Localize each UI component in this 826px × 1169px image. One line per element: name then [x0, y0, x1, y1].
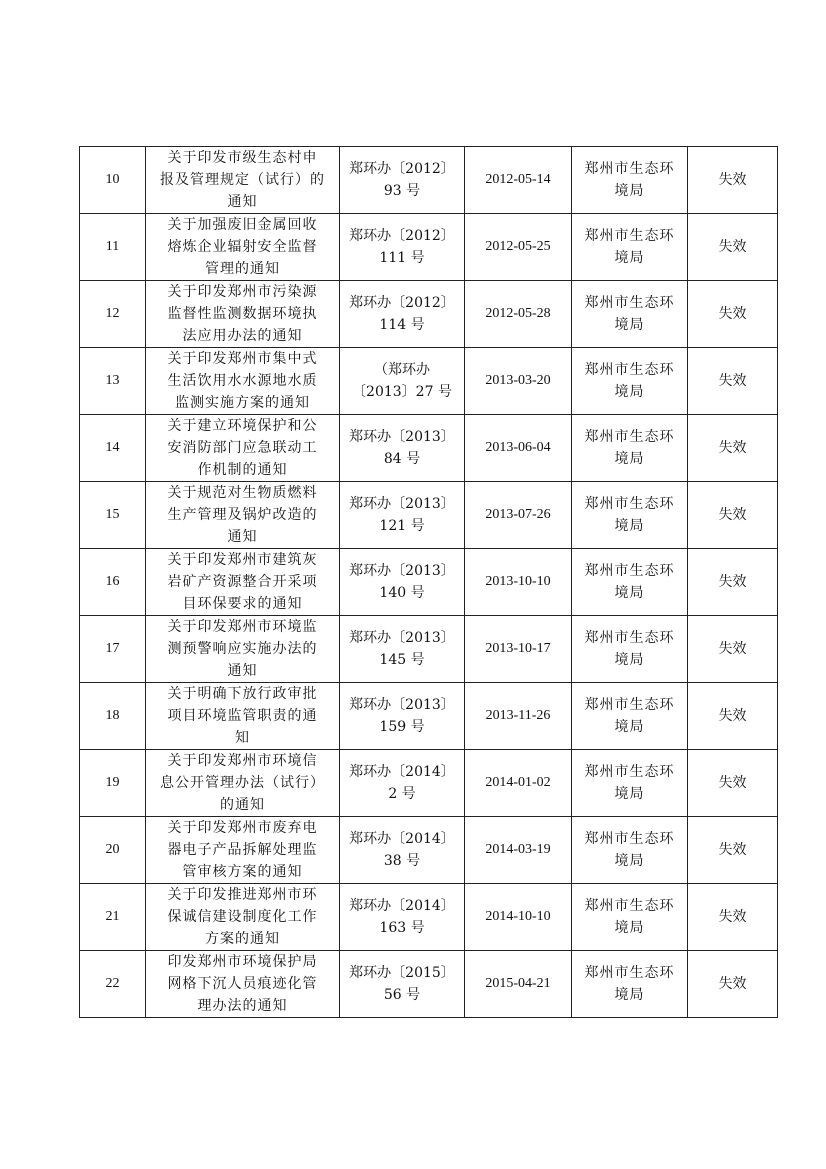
table-row — [80, 415, 778, 482]
document-number-line: 111 号 — [379, 250, 425, 266]
issuing-agency-line: 境局 — [614, 853, 645, 869]
issuing-agency-line: 郑州市生态环 — [584, 295, 675, 311]
issuing-agency — [572, 750, 688, 817]
issuing-agency-line: 境局 — [614, 384, 645, 400]
document-number-line: 159 号 — [379, 719, 425, 735]
document-title-line: 通知 — [227, 194, 258, 210]
row-number: 10 — [80, 147, 146, 214]
document-title-line: 生活饮用水水源地水质 — [167, 373, 318, 389]
document-number-line: 56 号 — [383, 987, 421, 1003]
document-number — [340, 415, 465, 482]
document-title-line: 作机制的通知 — [197, 462, 288, 478]
issue-date: 2014-03-19 — [465, 817, 572, 884]
table-row — [80, 281, 778, 348]
document-number-line: 郑环办〔2014〕 — [349, 764, 455, 780]
document-title-line: 印发郑州市环境保护局 — [167, 954, 318, 970]
table-row — [80, 549, 778, 616]
issue-date: 2014-10-10 — [465, 884, 572, 951]
status: 失效 — [688, 281, 778, 348]
document-title-line: 息公开管理办法（试行） — [160, 775, 325, 791]
issuing-agency-line: 郑州市生态环 — [584, 228, 675, 244]
issuing-agency-line: 境局 — [614, 451, 645, 467]
row-number: 18 — [80, 683, 146, 750]
document-number-line: 163 号 — [379, 920, 425, 936]
document-title-line: 知 — [235, 730, 250, 746]
document-number-line: 郑环办〔2014〕 — [349, 831, 455, 847]
document-title-line: 关于建立环境保护和公 — [167, 418, 318, 434]
document-number — [340, 214, 465, 281]
issuing-agency — [572, 147, 688, 214]
document-title-line: 器电子产品拆解处理监 — [167, 842, 318, 858]
document-number-line: 郑环办〔2013〕 — [349, 697, 455, 713]
row-number: 15 — [80, 482, 146, 549]
document-title-line: 通知 — [227, 529, 258, 545]
table-row — [80, 683, 778, 750]
document-number — [340, 750, 465, 817]
document-title — [146, 281, 340, 348]
table-row — [80, 214, 778, 281]
row-number: 11 — [80, 214, 146, 281]
issuing-agency-line: 郑州市生态环 — [584, 362, 675, 378]
document-number-line: 郑环办〔2015〕 — [349, 965, 455, 981]
document-number — [340, 951, 465, 1018]
document-title — [146, 750, 340, 817]
issuing-agency-line: 郑州市生态环 — [584, 831, 675, 847]
document-title-line: 生产管理及锅炉改造的 — [167, 507, 318, 523]
issuing-agency-line: 郑州市生态环 — [584, 764, 675, 780]
document-number-line: 郑环办〔2013〕 — [349, 496, 455, 512]
status: 失效 — [688, 348, 778, 415]
document-title-line: 目环保要求的通知 — [182, 596, 303, 612]
table-row — [80, 482, 778, 549]
status: 失效 — [688, 884, 778, 951]
status: 失效 — [688, 683, 778, 750]
issuing-agency-line: 境局 — [614, 920, 645, 936]
document-number-line: 郑环办〔2013〕 — [349, 630, 455, 646]
row-number: 20 — [80, 817, 146, 884]
document-number-line: （郑环办 — [374, 362, 430, 378]
issuing-agency-line: 境局 — [614, 652, 645, 668]
document-title-line: 监督性监测数据环境执 — [167, 306, 318, 322]
document-title-line: 岩矿产资源整合开采项 — [167, 574, 318, 590]
issuing-agency — [572, 951, 688, 1018]
issuing-agency — [572, 214, 688, 281]
document-number — [340, 616, 465, 683]
document-title — [146, 884, 340, 951]
issuing-agency-line: 境局 — [614, 317, 645, 333]
status: 失效 — [688, 482, 778, 549]
issuing-agency — [572, 415, 688, 482]
status: 失效 — [688, 415, 778, 482]
issue-date: 2014-01-02 — [465, 750, 572, 817]
issue-date: 2012-05-25 — [465, 214, 572, 281]
row-number: 17 — [80, 616, 146, 683]
status: 失效 — [688, 549, 778, 616]
document-title-line: 关于明确下放行政审批 — [167, 686, 318, 702]
issuing-agency — [572, 683, 688, 750]
document-title — [146, 817, 340, 884]
document-title-line: 监测实施方案的通知 — [175, 395, 310, 411]
document-title-line: 关于印发郑州市废弃电 — [167, 820, 318, 836]
status: 失效 — [688, 616, 778, 683]
status: 失效 — [688, 817, 778, 884]
document-title-line: 关于印发郑州市环境信 — [167, 753, 318, 769]
document-number — [340, 147, 465, 214]
document-title-line: 保诚信建设制度化工作 — [167, 909, 318, 925]
issue-date: 2013-10-17 — [465, 616, 572, 683]
document-title-line: 关于印发市级生态村申 — [167, 150, 318, 166]
row-number: 12 — [80, 281, 146, 348]
issue-date: 2012-05-28 — [465, 281, 572, 348]
table-row — [80, 750, 778, 817]
document-title-line: 通知 — [227, 663, 258, 679]
status: 失效 — [688, 951, 778, 1018]
document-title-line: 理办法的通知 — [197, 998, 288, 1014]
document-title-line: 的通知 — [220, 797, 265, 813]
document-title — [146, 683, 340, 750]
document-title — [146, 616, 340, 683]
document-title-line: 网格下沉人员痕迹化管 — [167, 976, 318, 992]
issuing-agency — [572, 281, 688, 348]
document-title-line: 方案的通知 — [205, 931, 280, 947]
document-number-line: 121 号 — [379, 518, 425, 534]
document-number-line: 114 号 — [379, 317, 425, 333]
issuing-agency-line: 郑州市生态环 — [584, 697, 675, 713]
document-number — [340, 549, 465, 616]
document-title-line: 管审核方案的通知 — [182, 864, 303, 880]
issue-date: 2015-04-21 — [465, 951, 572, 1018]
document-number — [340, 817, 465, 884]
issuing-agency-line: 境局 — [614, 786, 645, 802]
issuing-agency-line: 郑州市生态环 — [584, 965, 675, 981]
document-number — [340, 884, 465, 951]
issuing-agency-line: 境局 — [614, 585, 645, 601]
document-number-line: 郑环办〔2014〕 — [349, 898, 455, 914]
issue-date: 2013-10-10 — [465, 549, 572, 616]
issuing-agency-line: 境局 — [614, 518, 645, 534]
document-title-line: 关于加强废旧金属回收 — [167, 217, 318, 233]
document-title — [146, 549, 340, 616]
issue-date: 2013-07-26 — [465, 482, 572, 549]
document-number-line: 38 号 — [383, 853, 421, 869]
document-title — [146, 951, 340, 1018]
issuing-agency-line: 境局 — [614, 719, 645, 735]
issuing-agency-line: 郑州市生态环 — [584, 563, 675, 579]
document-title-line: 测预警响应实施办法的 — [167, 641, 318, 657]
document-title-line: 关于规范对生物质燃料 — [167, 485, 318, 501]
issuing-agency — [572, 348, 688, 415]
document-number-line: 郑环办〔2012〕 — [349, 228, 455, 244]
table-row — [80, 616, 778, 683]
issue-date: 2013-06-04 — [465, 415, 572, 482]
document-number — [340, 281, 465, 348]
document-number-line: 84 号 — [383, 451, 421, 467]
document-number-line: 2 号 — [388, 786, 416, 802]
document-number-line: 140 号 — [379, 585, 425, 601]
table-row — [80, 884, 778, 951]
document-number-line: 145 号 — [379, 652, 425, 668]
issuing-agency — [572, 616, 688, 683]
issuing-agency-line: 境局 — [614, 987, 645, 1003]
document-number-line: 郑环办〔2012〕 — [349, 295, 455, 311]
status: 失效 — [688, 147, 778, 214]
document-title — [146, 348, 340, 415]
document-title-line: 关于印发郑州市建筑灰 — [167, 552, 318, 568]
row-number: 21 — [80, 884, 146, 951]
issuing-agency-line: 郑州市生态环 — [584, 429, 675, 445]
issuing-agency — [572, 482, 688, 549]
document-number — [340, 482, 465, 549]
issuing-agency-line: 郑州市生态环 — [584, 496, 675, 512]
issue-date: 2012-05-14 — [465, 147, 572, 214]
table-row — [80, 817, 778, 884]
document-title — [146, 482, 340, 549]
row-number: 16 — [80, 549, 146, 616]
document-number-line: 郑环办〔2013〕 — [349, 429, 455, 445]
document-title — [146, 214, 340, 281]
document-title-line: 安消防部门应急联动工 — [167, 440, 318, 456]
issue-date: 2013-03-20 — [465, 348, 572, 415]
document-number-line: 〔2013〕27 号 — [352, 384, 452, 400]
document-title-line: 关于印发推进郑州市环 — [167, 887, 318, 903]
issuing-agency-line: 郑州市生态环 — [584, 630, 675, 646]
row-number: 19 — [80, 750, 146, 817]
document-title-line: 法应用办法的通知 — [182, 328, 303, 344]
issuing-agency-line: 郑州市生态环 — [584, 161, 675, 177]
table-row — [80, 147, 778, 214]
row-number: 13 — [80, 348, 146, 415]
table-row — [80, 951, 778, 1018]
table-body — [80, 147, 778, 1018]
document-title — [146, 415, 340, 482]
document-number — [340, 348, 465, 415]
document-title-line: 关于印发郑州市集中式 — [167, 351, 318, 367]
document-title — [146, 147, 340, 214]
issuing-agency-line: 郑州市生态环 — [584, 898, 675, 914]
document-number — [340, 683, 465, 750]
document-title-line: 管理的通知 — [205, 261, 280, 277]
row-number: 14 — [80, 415, 146, 482]
issuing-agency — [572, 884, 688, 951]
regulations-table — [79, 146, 778, 1018]
issuing-agency-line: 境局 — [614, 183, 645, 199]
status: 失效 — [688, 214, 778, 281]
document-title-line: 关于印发郑州市污染源 — [167, 284, 318, 300]
document-title-line: 熔炼企业辐射安全监督 — [167, 239, 318, 255]
status: 失效 — [688, 750, 778, 817]
issuing-agency — [572, 549, 688, 616]
document-number-line: 93 号 — [383, 183, 421, 199]
document-number-line: 郑环办〔2012〕 — [349, 161, 455, 177]
document-number-line: 郑环办〔2013〕 — [349, 563, 455, 579]
row-number: 22 — [80, 951, 146, 1018]
document-title-line: 报及管理规定（试行）的 — [160, 172, 325, 188]
table-row — [80, 348, 778, 415]
issue-date: 2013-11-26 — [465, 683, 572, 750]
issuing-agency — [572, 817, 688, 884]
document-title-line: 关于印发郑州市环境监 — [167, 619, 318, 635]
document-title-line: 项目环境监管职责的通 — [167, 708, 318, 724]
issuing-agency-line: 境局 — [614, 250, 645, 266]
